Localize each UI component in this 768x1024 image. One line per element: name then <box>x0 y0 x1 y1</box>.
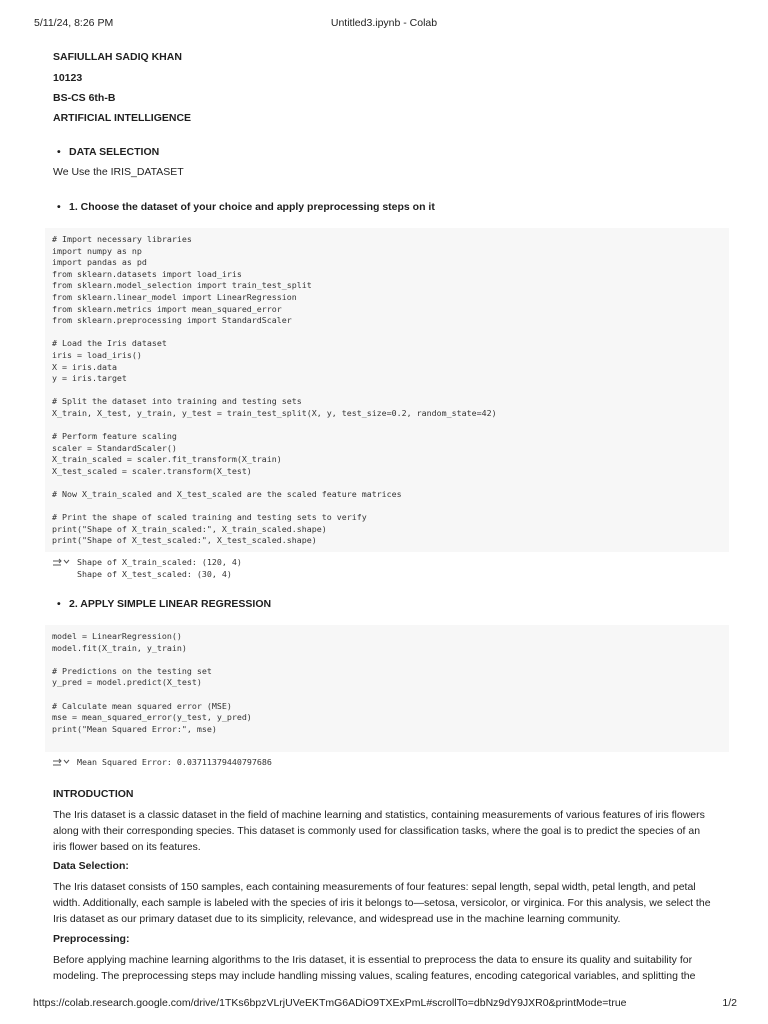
code-cell-preprocessing[interactable] <box>45 228 729 552</box>
output-line: Shape of X_train_scaled: (120, 4) <box>77 557 242 567</box>
code-line: # Now X_train_scaled and X_test_scaled are the scaled feature matrices <box>52 489 402 500</box>
code-line: print("Shape of X_train_scaled:", X_train_scaled.shape) <box>52 523 327 534</box>
student-name: SAFIULLAH SADIQ KHAN <box>53 51 182 63</box>
page-number: 1/2 <box>722 997 737 1009</box>
code-line: from sklearn.model_selection import train_test_split <box>52 280 312 291</box>
preprocessing-text: Before applying machine learning algorithms to the Iris dataset, it is essential to preprocess the data to ensure its quality and suitability for modeling. The preprocessing steps may include handling missing values, scaling features, encoding categorical variables, and splitting the <box>53 954 696 982</box>
code-line: model.fit(X_train, y_train) <box>52 642 187 653</box>
code-line: y = iris.target <box>52 373 127 384</box>
course-name: ARTIFICIAL INTELLIGENCE <box>53 112 192 124</box>
code-line: iris = load_iris() <box>52 349 142 360</box>
code-line: # Print the shape of scaled training and testing sets to verify <box>52 512 367 523</box>
code-line <box>52 477 729 489</box>
code-line: scaler = StandardScaler() <box>52 442 177 453</box>
section-heading-data-selection: • DATA SELECTION <box>69 146 159 158</box>
preprocessing-heading: Preprocessing: <box>53 933 130 945</box>
output-area-1 <box>52 557 242 580</box>
output-collapse-icon[interactable] <box>52 757 70 769</box>
code-line: # Split the dataset into training and testing sets <box>52 396 302 407</box>
print-url: https://colab.research.google.com/drive/1TKs6bpzVLrjUVeEKTmG6ADiO9TXExPmL#scrollTo=dbNz9dY9JXR0&printMode=true <box>33 997 627 1009</box>
code-line <box>52 654 729 666</box>
data-selection-heading: Data Selection: <box>53 860 129 872</box>
code-line: import pandas as pd <box>52 257 147 268</box>
dataset-note: We Use the IRIS_DATASET <box>53 166 184 178</box>
code-line: # Predictions on the testing set <box>52 665 212 676</box>
output-area-2 <box>52 757 272 769</box>
code-line: # Import necessary libraries <box>52 234 192 244</box>
code-line <box>52 501 729 513</box>
code-line <box>52 689 729 701</box>
code-line: from sklearn.metrics import mean_squared_error <box>52 303 282 314</box>
introduction-text: The Iris dataset is a classic dataset in the field of machine learning and statistics, containing measurements of various features of iris flowers along with their corresponding species. This dataset is commonly used for classification tasks, where the goal is to predict the species of an iris flower based on its features. <box>53 809 705 853</box>
code-line: # Calculate mean squared error (MSE) <box>52 700 232 711</box>
code-line: from sklearn.datasets import load_iris <box>52 268 242 279</box>
task1-heading: • 1. Choose the dataset of your choice and apply preprocessing steps on it <box>69 201 435 213</box>
code-line: y_pred = model.predict(X_test) <box>52 677 202 688</box>
code-cell-regression[interactable] <box>45 625 729 752</box>
print-title: Untitled3.ipynb - Colab <box>330 17 438 29</box>
code-line: X_train_scaled = scaler.fit_transform(X_train) <box>52 454 282 465</box>
data-selection-text: The Iris dataset consists of 150 samples, each containing measurements of four features: sepal length, sepal width, petal length, and petal width. Additionally, each sample is labeled with the species of iris it belongs to—setosa, versicolor, or virginica. For this analysis, we select the Iris dataset as our primary dataset due to its simplicity, relevance, and widespread use in the machine learning community. <box>53 881 711 925</box>
output-line: Shape of X_test_scaled: (30, 4) <box>77 568 232 579</box>
code-line: model = LinearRegression() <box>52 631 182 641</box>
code-line: # Perform feature scaling <box>52 431 177 442</box>
code-line: print("Shape of X_test_scaled:", X_test_scaled.shape) <box>52 535 317 546</box>
code-line <box>52 420 729 432</box>
code-line <box>52 385 729 397</box>
introduction-heading: INTRODUCTION <box>53 788 134 800</box>
output-line: Mean Squared Error: 0.03711379440797686 <box>77 757 272 767</box>
code-line: print("Mean Squared Error:", mse) <box>52 723 217 734</box>
code-line: import numpy as np <box>52 245 142 256</box>
code-line: # Load the Iris dataset <box>52 338 167 349</box>
print-datetime: 5/11/24, 8:26 PM <box>34 17 114 29</box>
code-line: X_train, X_test, y_train, y_test = train_test_split(X, y, test_size=0.2, random_state=42) <box>52 407 497 418</box>
code-line: X = iris.data <box>52 361 117 372</box>
student-class: BS-CS 6th-B <box>53 92 116 104</box>
task2-heading: • 2. APPLY SIMPLE LINEAR REGRESSION <box>69 598 271 610</box>
code-line: from sklearn.preprocessing import StandardScaler <box>52 315 292 326</box>
student-id: 10123 <box>53 72 83 84</box>
output-collapse-icon[interactable] <box>52 557 70 569</box>
code-line <box>52 327 729 339</box>
code-line: X_test_scaled = scaler.transform(X_test) <box>52 465 252 476</box>
code-line: from sklearn.linear_model import LinearRegression <box>52 291 297 302</box>
code-line: mse = mean_squared_error(y_test, y_pred) <box>52 712 252 723</box>
